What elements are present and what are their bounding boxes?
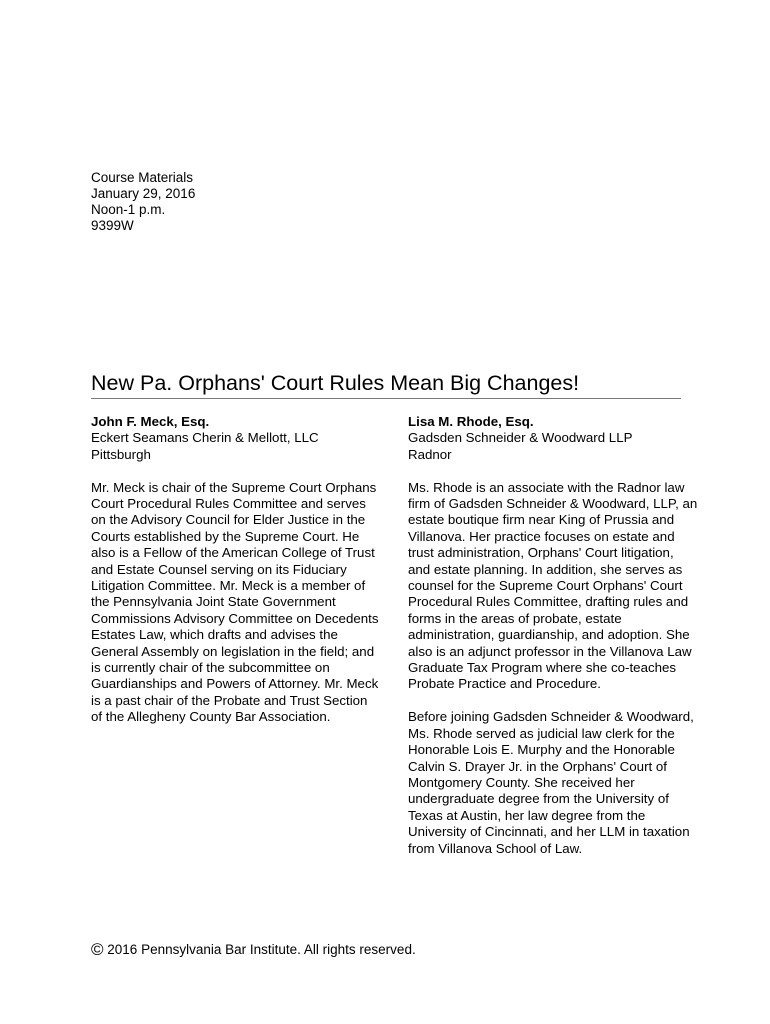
speaker-bio: Mr. Meck is chair of the Supreme Court Orphans Court Procedural Rules Committee and serves on the Advisory Council for Elder Justice in the Courts established by the Supreme Court. He also is a Fellow of the American College of Trust and Estate Counsel serving on its Fiduciary Litigation Committee. Mr. Meck is a member of the Pennsylvania Joint State Government Commissions Advisory Committee on Decedents Estates Law, which drafts and advises the General Assembly on legislation in the field; and is currently chair of the subcommittee on Guardianships and Powers of Attorney. Mr. Meck is a past chair of the Probate and Trust Section of the Allegheny County Bar Association.	[91, 479, 379, 725]
page-title: New Pa. Orphans' Court Rules Mean Big Changes!	[91, 370, 681, 399]
speaker-name: Lisa M. Rhode, Esq.	[408, 414, 534, 429]
course-info	[91, 170, 195, 234]
copyright-icon: ©	[91, 940, 104, 959]
speaker-city: Radnor	[408, 446, 452, 462]
copyright-text: 2016 Pennsylvania Bar Institute. All rights reserved.	[103, 942, 416, 957]
speaker-city: Pittsburgh	[91, 446, 151, 462]
speaker-name: John F. Meck, Esq.	[91, 414, 210, 429]
speaker-bio-continued: Before joining Gadsden Schneider & Woodward, Ms. Rhode served as judicial law clerk for the Honorable Lois E. Murphy and the Honorable Calvin S. Drayer Jr. in the Orphans' Court of Montgomery County. She received her undergraduate degree from the University of Texas at Austin, her law degree from the University of Cincinnati, and her LLM in taxation from Villanova School of Law.	[408, 709, 694, 856]
course-code: 9399W	[91, 218, 134, 233]
speaker-firm: Gadsden Schneider & Woodward LLP	[408, 430, 633, 446]
speaker-rhode	[408, 414, 698, 857]
speaker-bio: Ms. Rhode is an associate with the Radnor law firm of Gadsden Schneider & Woodward, LLP, an estate boutique firm near King of Prussia and Villanova. Her practice focuses on estate and trust administration, Orphans' Court litigation, and estate planning. In addition, she serves as counsel for the Supreme Court Orphans' Court Procedural Rules Committee, drafting rules and forms in the areas of probate, estate administration, guardianship, and adoption. She also is an adjunct professor in the Villanova Law Graduate Tax Program where she co-teaches Probate Practice and Procedure.	[408, 479, 698, 692]
speaker-meck	[91, 414, 381, 726]
speaker-firm: Eckert Seamans Cherin & Mellott, LLC	[91, 430, 319, 446]
course-time: Noon-1 p.m.	[91, 202, 166, 217]
course-date: January 29, 2016	[91, 186, 196, 201]
course-materials-label: Course Materials	[91, 170, 194, 185]
copyright-footer	[91, 940, 416, 960]
